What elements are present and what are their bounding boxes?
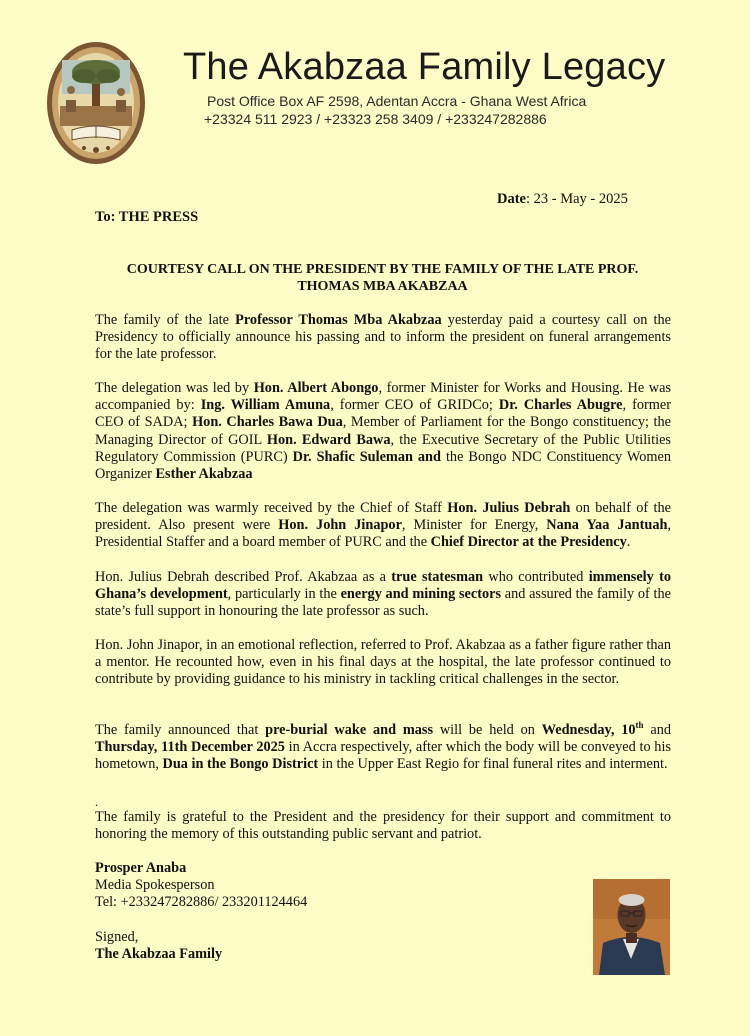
p4-text: Hon. Julius Debrah described Prof. Akabzaa as a bbox=[95, 569, 392, 585]
p2-bold: Hon. Albert Abongo bbox=[253, 380, 379, 396]
p6-text: in Accra respectively, after which the body will be conveyed to his hometown, bbox=[95, 739, 671, 773]
paragraph-6 bbox=[95, 722, 671, 774]
portrait-photo bbox=[593, 879, 670, 975]
p6-superscript: th bbox=[635, 720, 644, 731]
stray-dot: . bbox=[95, 795, 98, 809]
date-value: : 23 - May - 2025 bbox=[526, 191, 628, 207]
paragraph-7: The family is grateful to the President and the presidency for their support and commitment to honoring the memory of this outstanding public servant and patriot. bbox=[95, 809, 671, 843]
p1-text: The family of the late bbox=[95, 312, 236, 328]
p2-bold: Ing. William Amuna bbox=[200, 397, 331, 414]
date-line bbox=[497, 191, 628, 208]
p2-text: , former CEO of SADA; bbox=[95, 397, 672, 431]
signatory-role: Media Spokesperson bbox=[95, 877, 215, 893]
paragraph-3 bbox=[95, 500, 671, 552]
p2-text: The delegation was led by bbox=[95, 380, 254, 396]
p6-bold: Dua in the Bongo District bbox=[162, 756, 319, 773]
signatory-name: Prosper Anaba bbox=[95, 860, 187, 876]
paragraph-4 bbox=[95, 569, 671, 621]
org-name: The Akabzaa Family Legacy bbox=[183, 46, 666, 88]
p4-text: who contributed bbox=[483, 569, 589, 585]
p3-text: The delegation was warmly received by the Chief of Staff bbox=[95, 500, 448, 516]
p6-text: will be held on bbox=[433, 722, 542, 738]
p4-text: and assured the family of the state’s full support in honouring the late professor as such. bbox=[95, 586, 671, 620]
p6-bold: Thursday, 11th December 2025 bbox=[95, 739, 285, 756]
p2-text: , Member of Parliament for the Bongo constituency; the Managing Director of GOIL bbox=[95, 414, 671, 448]
org-phones: +23324 511 2923 / +23323 258 3409 / +233247282886 bbox=[204, 111, 547, 127]
p3-bold: Hon. John Jinapor bbox=[278, 517, 402, 534]
p6-bold: pre-burial wake and mass bbox=[265, 722, 434, 738]
p6-text: and bbox=[643, 722, 671, 738]
p3-bold: Chief Director at the Presidency bbox=[430, 534, 627, 551]
signatory-phone: Tel: +233247282886/ 233201124464 bbox=[95, 894, 308, 910]
p2-bold: Dr. Charles Abugre bbox=[498, 397, 623, 414]
p6-text: in the Upper East Regio for final funeral rites and interment. bbox=[318, 756, 668, 773]
paragraph-5: Hon. John Jinapor, in an emotional reflection, referred to Prof. Akabzaa as a father figure rather than a mentor. He recounted how, even in his final days at the hospital, the late professor continued to contribute by providing guidance to his ministry in tackling critical challenges in the sector. bbox=[95, 637, 671, 688]
p2-text: the Bongo NDC Constituency Women Organizer bbox=[95, 448, 671, 483]
p2-bold: Hon. Edward Bawa bbox=[266, 431, 391, 448]
signed-block bbox=[95, 929, 222, 963]
signatory-block bbox=[95, 860, 307, 911]
p4-bold: true statesman bbox=[391, 569, 484, 585]
headline-line-1: COURTESY CALL ON THE PRESIDENT BY THE FAMILY OF THE LATE PROF. bbox=[126, 262, 639, 277]
p2-bold: Esther Akabzaa bbox=[155, 466, 253, 483]
p6-bold-date: Wednesday, 10 bbox=[541, 722, 636, 738]
p2-text: , former Minister for Works and Housing. He was accompanied by: bbox=[95, 380, 671, 414]
signed-label: Signed, bbox=[95, 929, 139, 945]
p2-text: , former CEO of GRIDCo; bbox=[330, 397, 499, 414]
press-headline bbox=[95, 261, 670, 295]
p3-bold: Hon. Julius Debrah bbox=[447, 500, 571, 516]
p4-bold: immensely to Ghana’s development bbox=[95, 569, 671, 603]
p6-text: The family announced that bbox=[95, 722, 266, 738]
p3-text: on behalf of the president. Also present were bbox=[95, 500, 671, 534]
p3-bold: Nana Yaa Jantuah bbox=[546, 517, 668, 534]
p3-text: , Presidential Staffer and a board member of PURC and the bbox=[95, 517, 671, 551]
p6-bold bbox=[542, 722, 644, 738]
p4-text: , particularly in the bbox=[227, 586, 341, 603]
headline-line-2: THOMAS MBA AKABZAA bbox=[297, 279, 468, 294]
p4-bold: energy and mining sectors bbox=[340, 586, 502, 603]
p3-text: , Minister for Energy, bbox=[401, 517, 547, 534]
p2-bold: Hon. Charles Bawa Dua bbox=[192, 414, 343, 431]
p1-text: yesterday paid a courtesy call on the Presidency to officially announce his passing and to inform the president on funeral arrangements for the late professor. bbox=[95, 312, 672, 363]
family-legacy-logo bbox=[46, 40, 146, 166]
paragraph-2 bbox=[95, 380, 671, 483]
signed-family: The Akabzaa Family bbox=[95, 946, 223, 962]
date-label: Date bbox=[497, 191, 526, 207]
recipient-line: To: THE PRESS bbox=[95, 209, 199, 225]
paragraph-1 bbox=[95, 312, 671, 364]
p1-bold: Professor Thomas Mba Akabzaa bbox=[235, 312, 442, 328]
p2-bold: Dr. Shafic Suleman and bbox=[292, 448, 441, 465]
p2-text: , the Executive Secretary of the Public Utilities Regulatory Commission (PURC) bbox=[95, 431, 671, 465]
org-address: Post Office Box AF 2598, Adentan Accra - Ghana West Africa bbox=[207, 93, 587, 109]
p3-text: . bbox=[626, 534, 631, 551]
